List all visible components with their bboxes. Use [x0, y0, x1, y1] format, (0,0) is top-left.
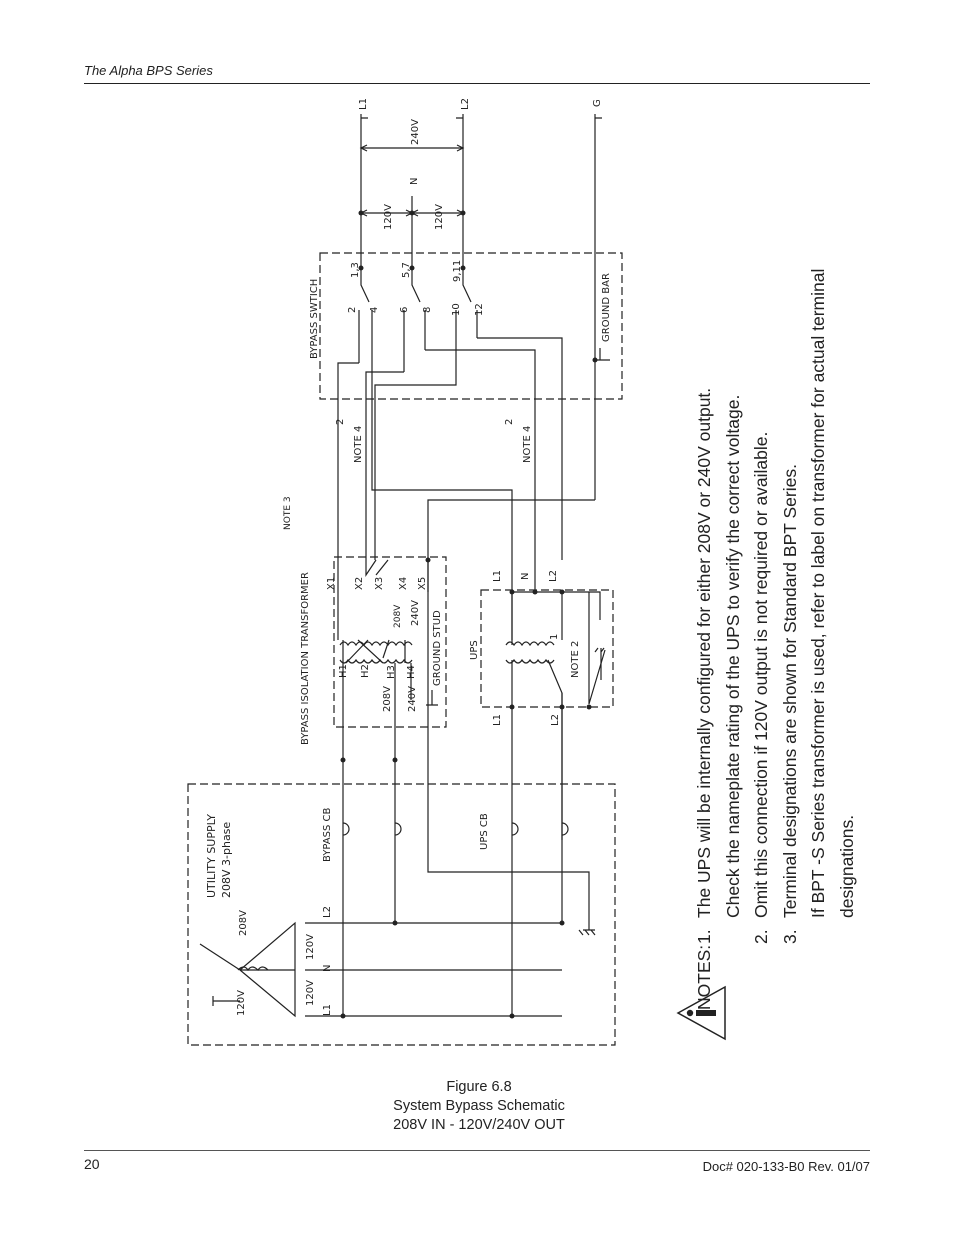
note-1-continued — [719, 50, 748, 1010]
note-2-number: 2. — [751, 929, 771, 944]
ups-cb-label: UPS CB — [479, 813, 490, 850]
bypass-cb-label: BYPASS CB — [322, 807, 333, 862]
header-title: The Alpha BPS Series — [84, 63, 213, 78]
transformer-h2: H2 — [360, 664, 371, 678]
ups-l1-bottom: L1 — [492, 714, 503, 726]
note-3-line-3: designations. — [836, 814, 857, 918]
utility-supply-enclosure — [188, 784, 615, 1045]
source-120v-lower: 120V — [305, 980, 316, 1006]
note-3-continued-a — [804, 50, 833, 1010]
note-3-continued-b — [833, 50, 862, 1010]
transformer-240v-secondary: 240V — [410, 600, 421, 626]
switch-common-5-7: 5,7 — [401, 262, 412, 278]
note-2-line-1: Omit this connection if 120V output is not required or available. — [751, 431, 771, 918]
switch-pin-4: 4 — [369, 306, 380, 313]
transformer-tap-240v: 240V — [407, 686, 418, 712]
transformer-208v-secondary: 208V — [393, 604, 403, 628]
note-4-label-b: NOTE 4 — [522, 425, 533, 463]
footer-rule — [84, 1150, 870, 1151]
utility-l2-label: L2 — [322, 906, 333, 918]
top-terminal-g: G — [592, 99, 603, 107]
ups-l1-top: L1 — [492, 570, 503, 582]
note-3-number: 3. — [779, 929, 800, 944]
top-terminal-l1: L1 — [358, 98, 369, 110]
transformer-x1: X1 — [326, 576, 337, 590]
delta-208v-label: 208V — [238, 910, 249, 936]
wire-label-2-a: 2 — [335, 418, 346, 425]
transformer-tap-208v: 208V — [382, 686, 393, 712]
note-4-label-a: NOTE 4 — [353, 425, 364, 463]
transformer-x4: X4 — [398, 576, 409, 590]
ups-l2-bottom: L2 — [550, 714, 561, 726]
note-1-line-2: Check the nameplate rating of the UPS to verify the correct voltage. — [722, 394, 743, 918]
transformer-h1: H1 — [338, 664, 349, 678]
ups-tap-1: 1 — [549, 633, 560, 640]
figure-caption-number: Figure 6.8 — [446, 1079, 512, 1095]
ups-l2-top: L2 — [548, 570, 559, 582]
switch-pin-10: 10 — [451, 303, 462, 316]
note-2-label: NOTE 2 — [570, 640, 581, 678]
note-3 — [776, 50, 805, 1010]
note-3-label: NOTE 3 — [283, 496, 293, 530]
doc-number: Doc# 020-133-B0 Rev. 01/07 — [702, 1159, 870, 1174]
note-2 — [747, 50, 776, 1010]
voltage-240v-label: 240V — [410, 119, 421, 145]
voltage-120v-label-b: 120V — [434, 204, 445, 230]
notes-label: NOTES: — [694, 944, 714, 1010]
bypass-switch-title: BYPASS SWTICH — [309, 278, 320, 359]
transformer-x2: X2 — [354, 576, 365, 590]
figure-caption-title: System Bypass Schematic — [393, 1098, 565, 1114]
note-1-number: 1. — [694, 929, 714, 944]
utility-n-label: N — [322, 964, 333, 972]
bypass-switch-enclosure — [320, 253, 622, 399]
ups-title: UPS — [469, 640, 480, 660]
transformer-x3: X3 — [374, 576, 385, 590]
switch-common-9-11: 9,11 — [452, 259, 463, 282]
note-3-line-2: If BPT -S Series transformer is used, refer to label on transformer for actual terminal — [808, 268, 828, 918]
ups-n-top: N — [520, 572, 531, 580]
switch-common-1-3: 1,3 — [350, 262, 361, 278]
wire-label-2-b: 2 — [504, 418, 515, 425]
transformer-x5: X5 — [417, 576, 428, 590]
switch-pin-2: 2 — [347, 306, 358, 313]
note-1 — [690, 50, 719, 1010]
ground-bar-label: GROUND BAR — [601, 273, 612, 342]
transformer-h3: H3 — [386, 665, 397, 679]
voltage-120v-label-a: 120V — [383, 204, 394, 230]
note-1-line-1: The UPS will be internally configured for either 208V or 240V output. — [694, 387, 714, 918]
switch-pin-12: 12 — [474, 303, 485, 316]
source-120v-left: 120V — [236, 990, 247, 1016]
source-120v-upper: 120V — [305, 934, 316, 960]
utility-supply-title: UTILITY SUPPLY — [205, 813, 218, 898]
transformer-title: BYPASS ISOLATION TRANSFORMER — [300, 572, 311, 745]
figure-caption-subtitle: 208V IN - 120V/240V OUT — [393, 1117, 565, 1133]
transformer-h4: H4 — [406, 665, 417, 679]
note-3-line-1: Terminal designations are shown for Standard BPT Series. — [779, 464, 800, 918]
utility-supply-subtitle: 208V 3-phase — [220, 821, 233, 898]
page-number: 20 — [84, 1156, 100, 1172]
switch-pin-6: 6 — [399, 306, 410, 313]
top-terminal-l2: L2 — [460, 98, 471, 110]
top-terminal-n: N — [409, 177, 420, 185]
notes-block — [690, 50, 880, 1010]
switch-pin-8: 8 — [422, 306, 433, 313]
utility-l1-label: L1 — [322, 1004, 333, 1016]
ground-stud-label: GROUND STUD — [432, 610, 443, 686]
